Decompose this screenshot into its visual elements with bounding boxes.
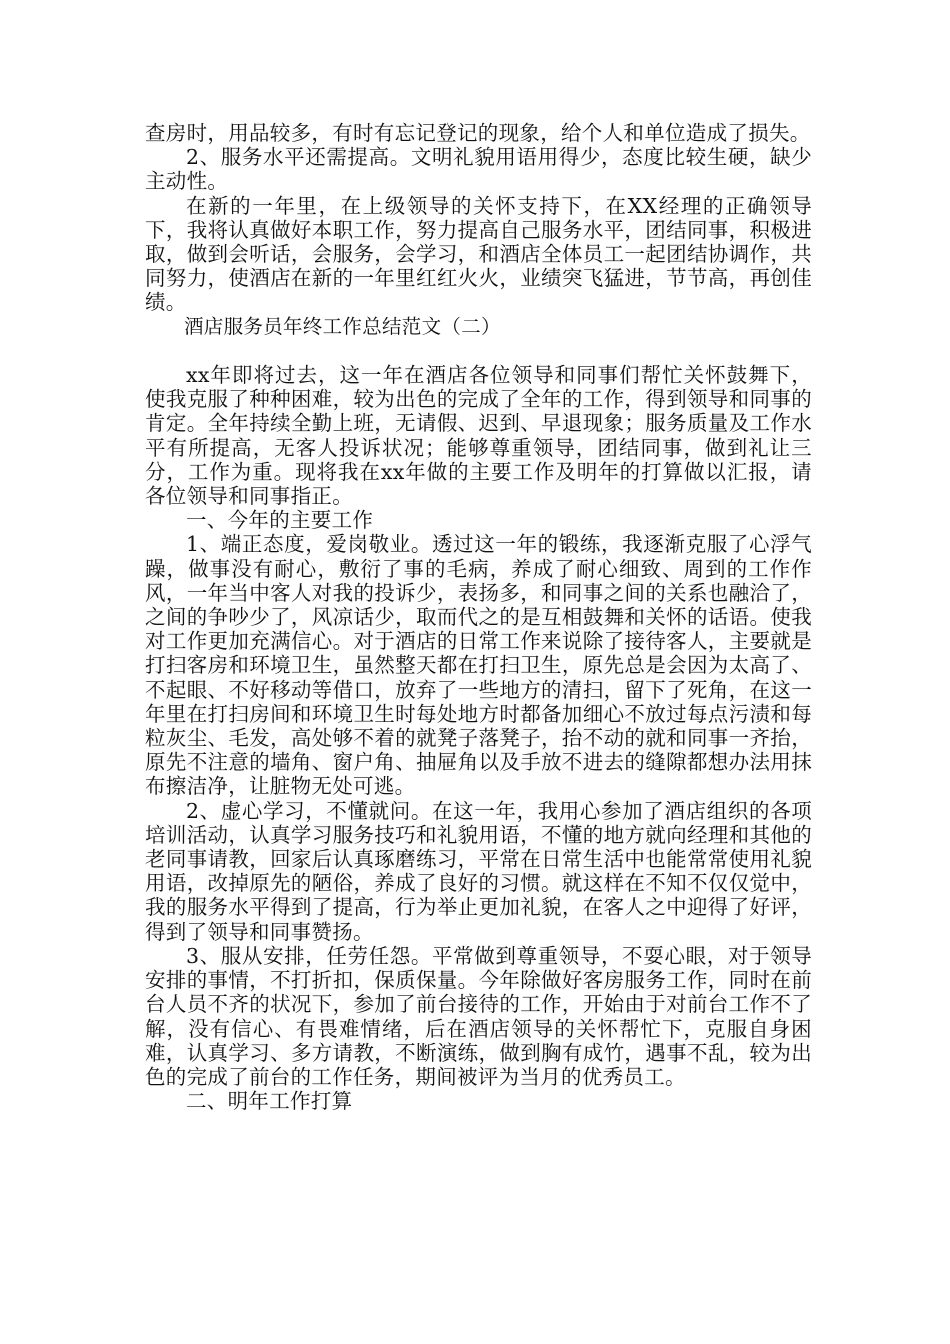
blank-line: [145, 339, 812, 363]
section-heading: 二、明年工作打算: [186, 1089, 353, 1114]
paragraph: 查房时，用品较多，有时有忘记登记的现象，给个人和单位造成了损失。: [145, 121, 811, 145]
section-heading: 一、今年的主要工作: [186, 508, 374, 533]
paragraph: 1、端正态度，爱岗敬业。透过这一年的锻练，我逐渐克服了心浮气躁，做事没有耐心，敷衍了事的毛病，养成了耐心细致、周到的工作作风，一年当中客人对我的投诉少，表扬多，和同事之间的关系也融洽了，之间的争吵少了，风凉话少，取而代之的是互相鼓舞和关怀的话语。使我对工作更加充满信心。对于酒店的日常工作来说除了接待客人，主要就是打扫客房和环境卫生，虽然整天都在打扫卫生，原先总是会因为太高了、不起眼、不好移动等借口，放弃了一些地方的清扫，留下了死角，在这一年里在打扫房间和环境卫生时每处地方时都备加细心不放过每点污渍和每粒灰尘、毛发，高处够不着的就凳子落凳子，抬不动的就和同事一齐抬，原先不注意的墙角、窗户角、抽屉角以及手放不进去的缝隙都想办法用抹布擦洁净，让脏物无处可逃。: [145, 532, 812, 799]
paragraph: xx年即将过去，这一年在酒店各位领导和同事们帮忙关怀鼓舞下，使我克服了种种困难，较为出色的完成了全年的工作，得到领导和同事的肯定。全年持续全勤上班，无请假、迟到、早退现象；服务质量及工作水平有所提高，无客人投诉状况；能够尊重领导，团结同事，做到礼让三分，工作为重。现将我在xx年做的主要工作及明年的打算做以汇报，请各位领导和同事指正。: [145, 363, 812, 509]
section-title: 酒店服务员年终工作总结范文（二）: [184, 314, 501, 338]
paragraph: 3、服从安排，任劳任怨。平常做到尊重领导，不耍心眼，对于领导安排的事情，不打折扣，保质保量。今年除做好客房服务工作，同时在前台人员不齐的状况下，参加了前台接待的工作，开始由于对前台工作不了解，没有信心、有畏难情绪，后在酒店领导的关怀帮忙下，克服自身困难，认真学习、多方请教，不断演练，做到胸有成竹，遇事不乱，较为出色的完成了前台的工作任务，期间被评为当月的优秀员工。: [145, 943, 812, 1089]
document-body: [145, 121, 812, 1113]
paragraph: 2、服务水平还需提高。文明礼貌用语用得少，态度比较生硬，缺少主动性。: [145, 145, 812, 194]
paragraph: 在新的一年里，在上级领导的关怀支持下，在XX经理的正确领导下，我将认真做好本职工作，努力提高自己服务水平，团结同事，积极进取，做到会听话，会服务，会学习，和酒店全体员工一起团结协调作，共同努力，使酒店在新的一年里红红火火，业绩突飞猛进，节节高，再创佳绩。: [145, 193, 812, 315]
paragraph: 2、虚心学习，不懂就问。在这一年，我用心参加了酒店组织的各项培训活动，认真学习服务技巧和礼貌用语，不懂的地方就向经理和其他的老同事请教，回家后认真琢磨练习，平常在日常生活中也能常常使用礼貌用语，改掉原先的陋俗，养成了良好的习惯。就这样在不知不仅仅觉中，我的服务水平得到了提高，行为举止更加礼貌，在客人之中迎得了好评，得到了领导和同事赞扬。: [145, 798, 812, 944]
